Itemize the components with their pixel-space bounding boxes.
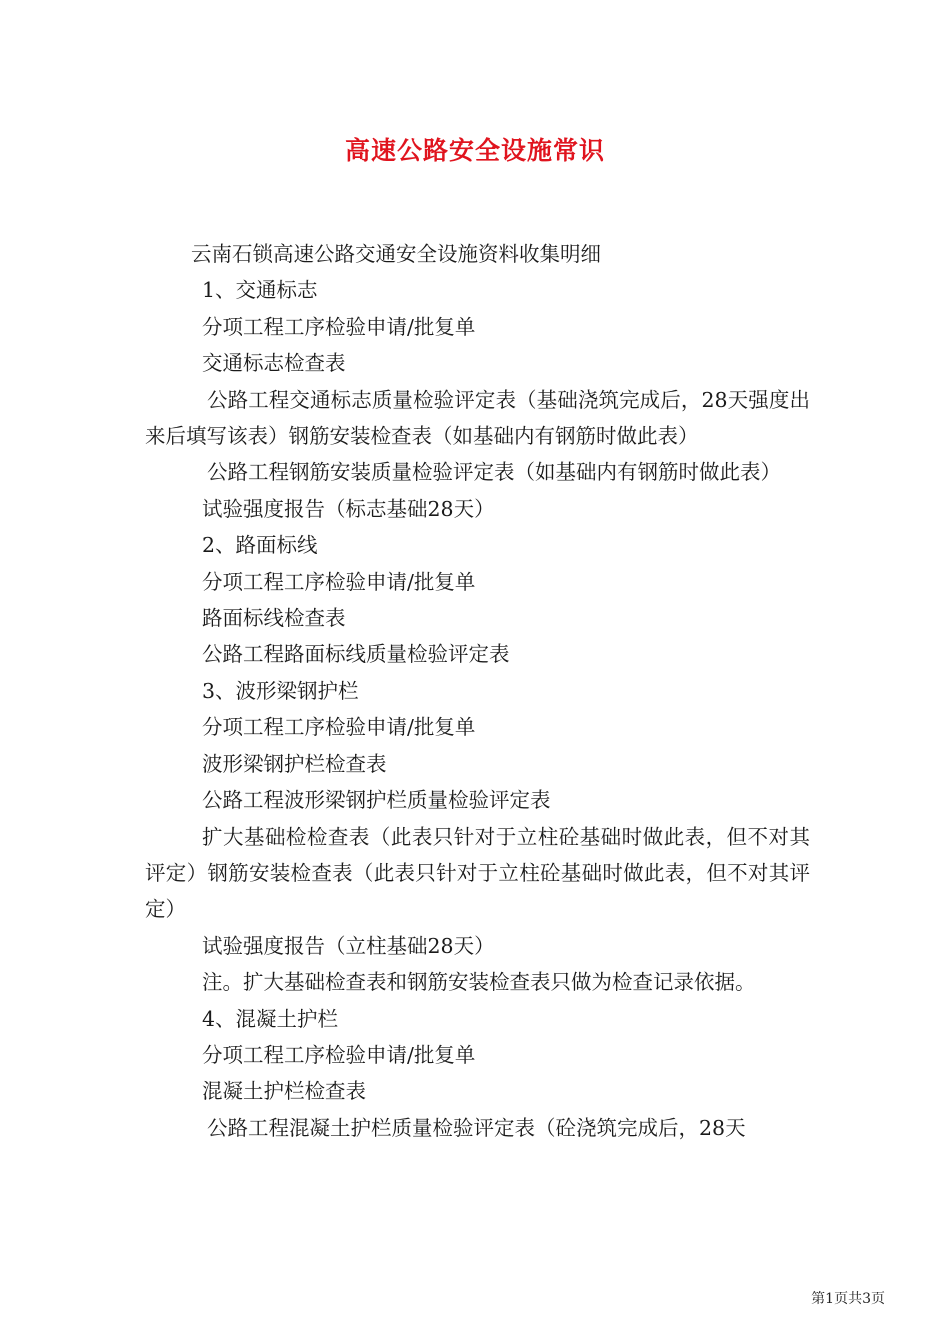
paragraph: 交通标志检查表 [202, 351, 346, 376]
section-heading: 3、波形梁钢护栏 [202, 678, 359, 703]
paragraph-note: 注。扩大基础检查表和钢筋安装检查表只做为检查记录依据。 [202, 970, 756, 995]
paragraph: 分项工程工序检验申请/批复单 [202, 569, 476, 594]
document-body [145, 236, 810, 1146]
paragraph: 试验强度报告（标志基础28天） [202, 496, 495, 521]
section-heading: 2、路面标线 [202, 533, 318, 558]
paragraph: 分项工程工序检验申请/批复单 [202, 715, 476, 740]
paragraph: 路面标线检查表 [202, 606, 346, 631]
document-title: 高速公路安全设施常识 [344, 136, 605, 165]
paragraph: 分项工程工序检验申请/批复单 [202, 314, 476, 339]
paragraph: 分项工程工序检验申请/批复单 [202, 1042, 476, 1067]
page-number: 第1页共3页 [811, 1291, 885, 1307]
paragraph: 公路工程路面标线质量检验评定表 [202, 642, 510, 667]
section-heading: 4、混凝土护栏 [202, 1006, 339, 1031]
paragraph: 公路工程钢筋安装质量检验评定表（如基础内有钢筋时做此表） [207, 460, 781, 485]
paragraph: 扩大基础检检查表（此表只针对于立柱砼基础时做此表，但不对其评定）钢筋安装检查表（此表只针对于立柱砼基础时做此表，但不对其评定） [145, 824, 810, 922]
section-heading: 1、交通标志 [202, 278, 318, 303]
paragraph: 试验强度报告（立柱基础28天） [202, 933, 495, 958]
paragraph: 公路工程波形梁钢护栏质量检验评定表 [202, 788, 551, 813]
paragraph-subject: 云南石锁高速公路交通安全设施资料收集明细 [191, 242, 601, 266]
paragraph: 公路工程交通标志质量检验评定表（基础浇筑完成后，28天强度出来后填写该表）钢筋安装检查表（如基础内有钢筋时做此表） [145, 387, 810, 449]
paragraph: 混凝土护栏检查表 [202, 1079, 366, 1104]
paragraph: 波形梁钢护栏检查表 [202, 751, 387, 776]
paragraph: 公路工程混凝土护栏质量检验评定表（砼浇筑完成后，28天 [207, 1115, 746, 1140]
